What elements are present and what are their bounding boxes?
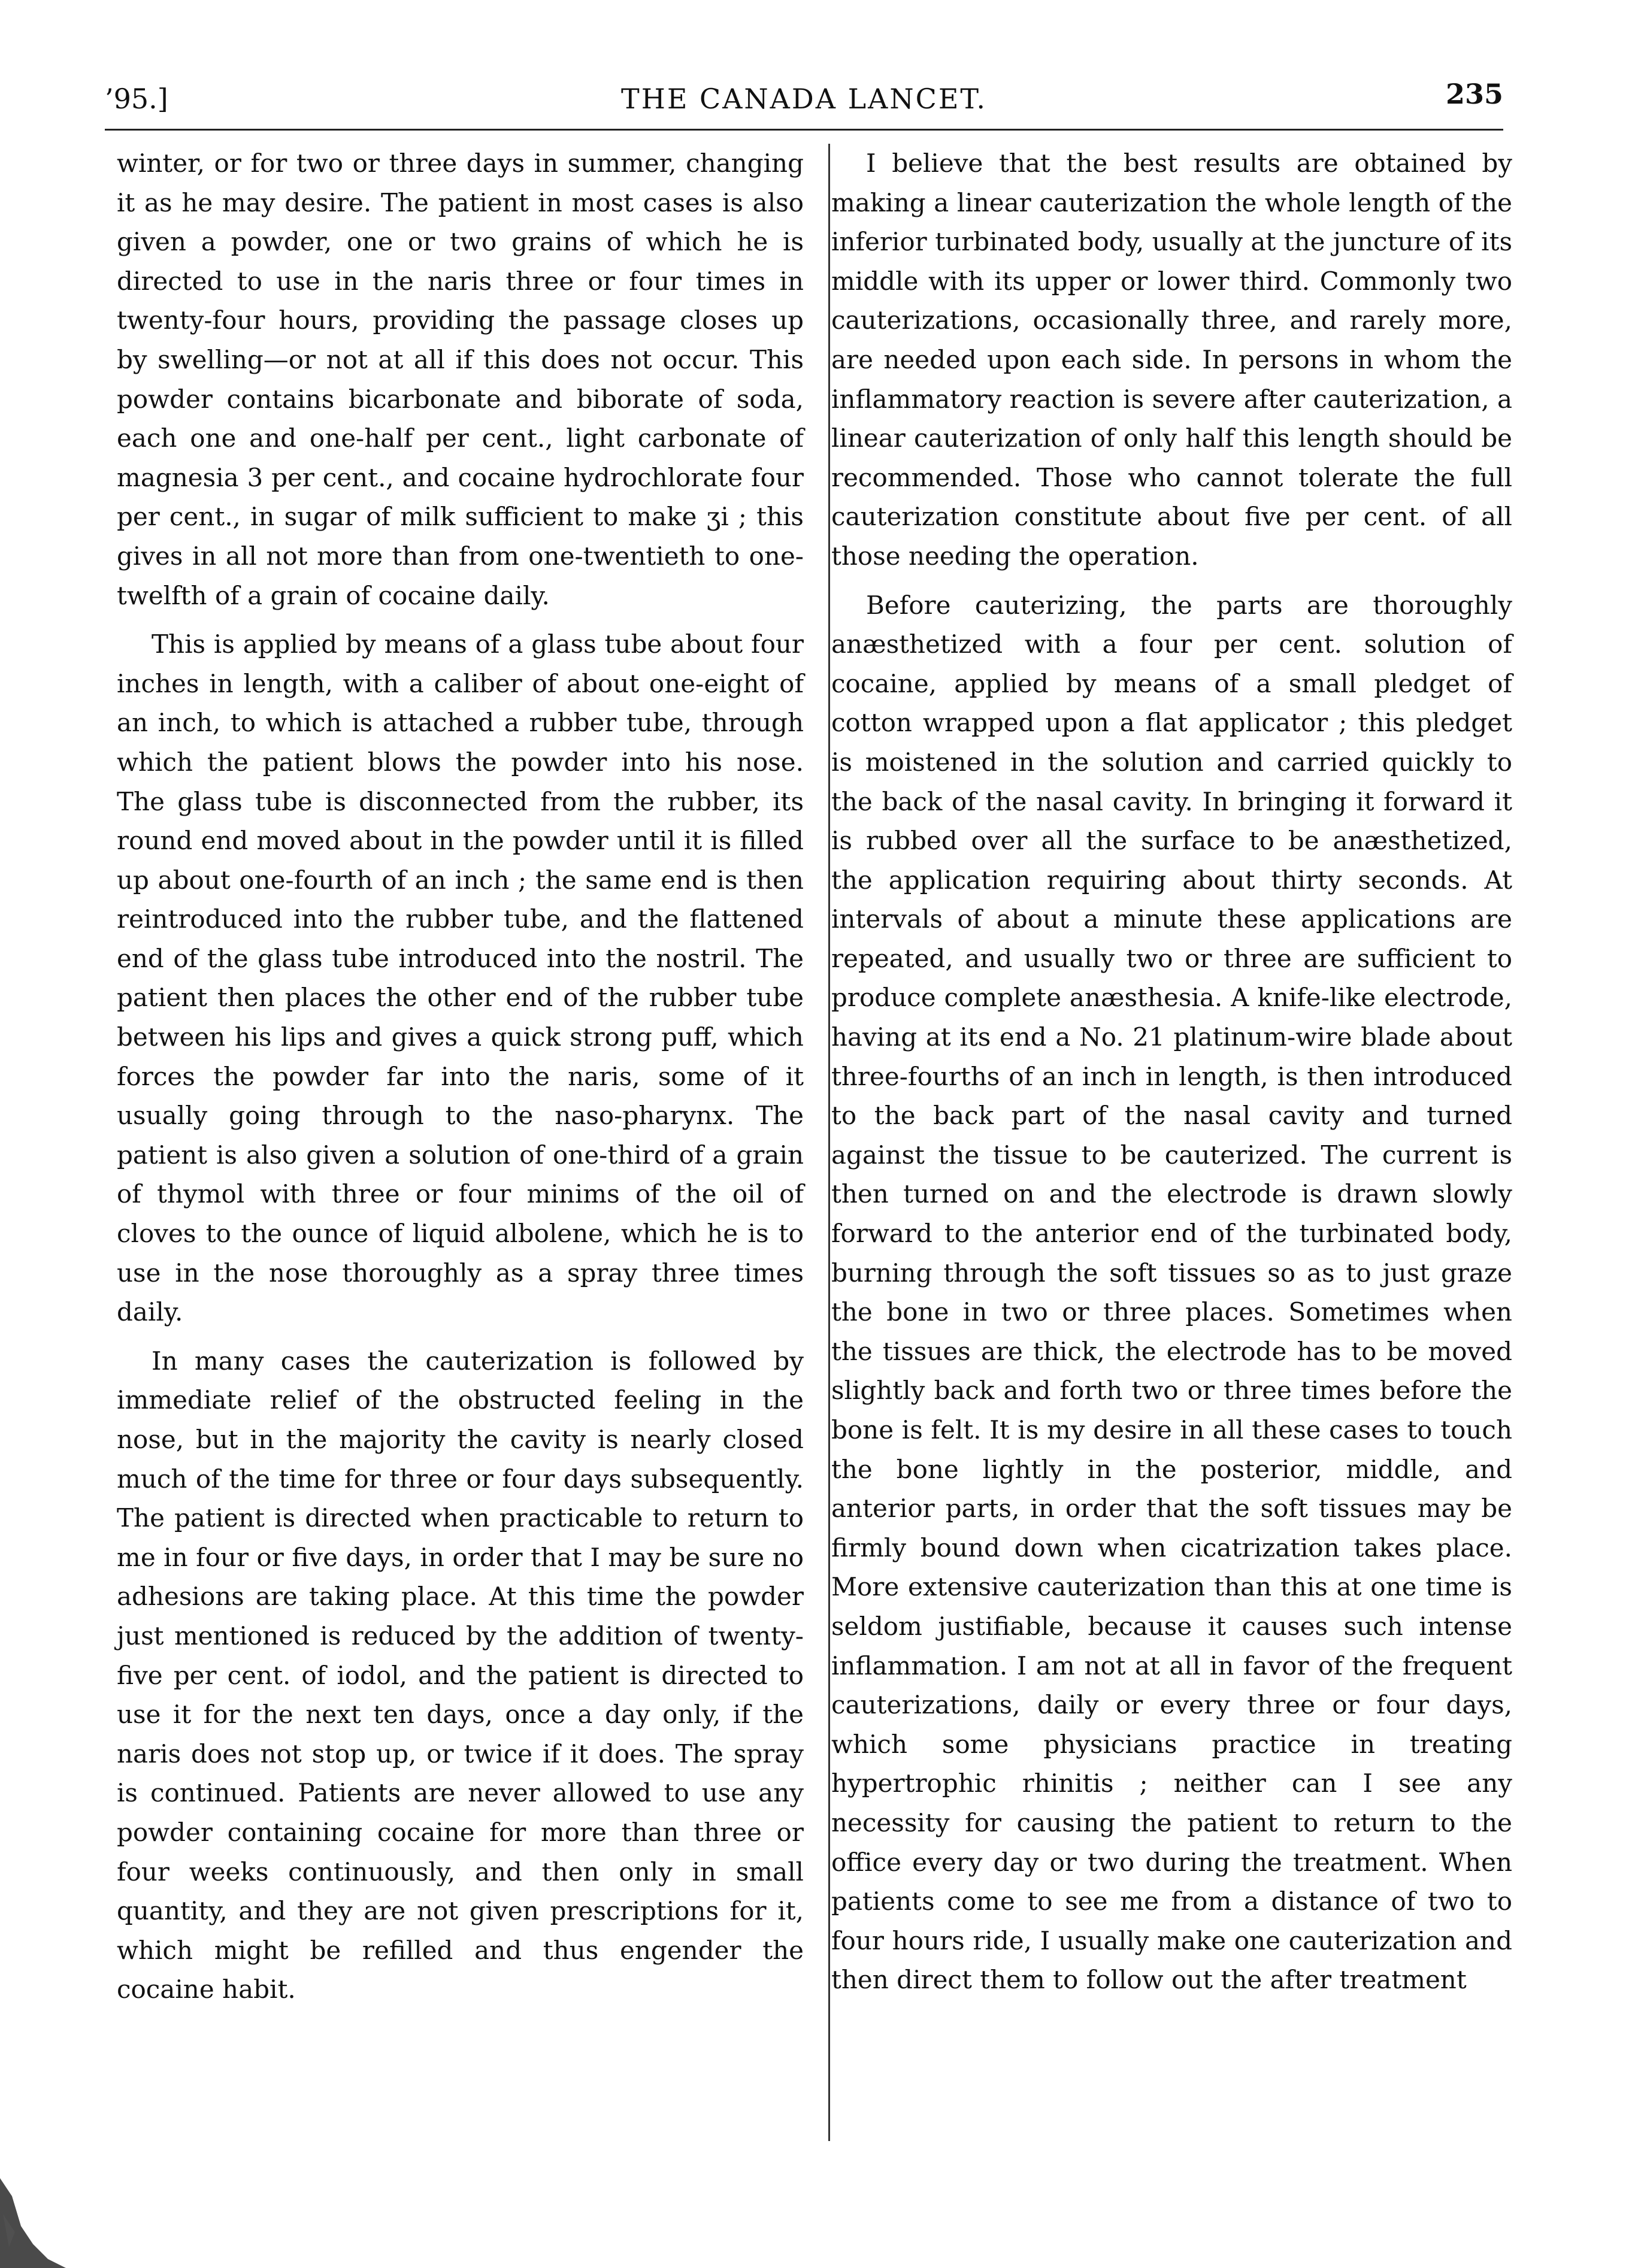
left-column <box>117 144 804 2009</box>
page-edge-smudge <box>0 2142 66 2268</box>
header-rule <box>105 129 1503 131</box>
page-number: 235 <box>1445 78 1503 110</box>
header-year: ’95.] <box>105 83 168 115</box>
running-header <box>105 78 1503 125</box>
paragraph: Before cauterizing, the parts are thoroughly anæsthetized with a four per cent. solution of cocaine, applied by means of a small pledget of cotton wrapped upon a flat applicator ; this pledget is moistened in the solution and carried quickly to the back of the nasal cavity. In bringing it forward it is rubbed over all the surface to be anæsthetized, the application requiring about thirty seconds. At intervals of about a minute these applications are repeated, and usually two or three are sufficient to produce complete anæsthesia. A knife-like electrode, having at its end a No. 21 platinum-wire blade about three-fourths of an inch in length, is then introduced to the back part of the nasal cavity and turned against the tissue to be cauterized. The current is then turned on and the electrode is drawn slowly forward to the anterior end of the turbinated body, burning through the soft tissues so as to just graze the bone in two or three places. Sometimes when the tissues are thick, the electrode has to be moved slightly back and forth two or three times before the bone is felt. It is my desire in all these cases to touch the bone lightly in the posterior, middle, and anterior parts, in order that the soft tissues may be firmly bound down when cicatrization takes place. More extensive cauterization than this at one time is seldom justifiable, because it causes such intense inflammation. I am not at all in favor of the frequent cauterizations, daily or every three or four days, which some physicians practice in treating hypertrophic rhinitis ; neither can I see any necessity for causing the patient to return to the office every day or two during the treatment. When patients come to see me from a distance of two to four hours ride, I usually make one cauterization and then direct them to follow out the after treatment <box>831 590 1512 1995</box>
paragraph: winter, or for two or three days in summer, changing it as he may desire. The patient in most cases is also given a powder, one or two grains of which he is directed to use in the naris three or four times in twenty-four hours, providing the passage closes up by swelling—or not at all if this does not occur. This powder contains bicarbonate and biborate of soda, each one and one-half per cent., light carbonate of magnesia 3 per cent., and cocaine hydrochlorate four per cent., in sugar of milk sufficient to make ʒi ; this gives in all not more than from one-twentieth to one-twelfth of a grain of cocaine daily. <box>117 149 804 610</box>
paragraph: In many cases the cauterization is followed by immediate relief of the obstructed feeling in the nose, but in the majority the cavity is nearly closed much of the time for three or four days subsequently. The patient is directed when practicable to return to me in four or five days, in order that I may be sure no adhesions are taking place. At this time the powder just mentioned is reduced by the addition of twenty-five per cent. of iodol, and the patient is directed to use it for the next ten days, once a day only, if the naris does not stop up, or twice if it does. The spray is continued. Patients are never allowed to use any powder containing cocaine for more than three or four weeks continuously, and then only in small quantity, and they are not given prescriptions for it, which might be refilled and thus engender the cocaine habit. <box>117 1346 804 2004</box>
paragraph: This is applied by means of a glass tube about four inches in length, with a caliber of about one-eight of an inch, to which is attached a rubber tube, through which the patient blows the powder into his nose. The glass tube is disconnected from the rubber, its round end moved about in the powder until it is filled up about one-fourth of an inch ; the same end is then reintroduced into the rubber tube, and the flattened end of the glass tube introduced into the nostril. The patient then places the other end of the rubber tube between his lips and gives a quick strong puff, which forces the powder far into the naris, some of it usually going through to the naso-pharynx. The patient is also given a solution of one-third of a grain of thymol with three or four minims of the oil of cloves to the ounce of liquid albolene, which he is to use in the nose thoroughly as a spray three times daily. <box>117 629 804 1327</box>
journal-title: THE CANADA LANCET. <box>621 83 987 115</box>
paragraph: I believe that the best results are obtained by making a linear cauterization the whole length of the inferior turbinated body, usually at the juncture of its middle with its upper or lower third. Commonly two cauterizations, occasionally three, and rarely more, are needed upon each side. In persons in whom the inflammatory reaction is severe after cauterization, a linear cauterization of only half this length should be recommended. Those who cannot tolerate the full cauterization constitute about five per cent. of all those needing the operation. <box>831 149 1512 571</box>
right-column <box>831 144 1512 2000</box>
column-divider <box>828 144 830 2141</box>
